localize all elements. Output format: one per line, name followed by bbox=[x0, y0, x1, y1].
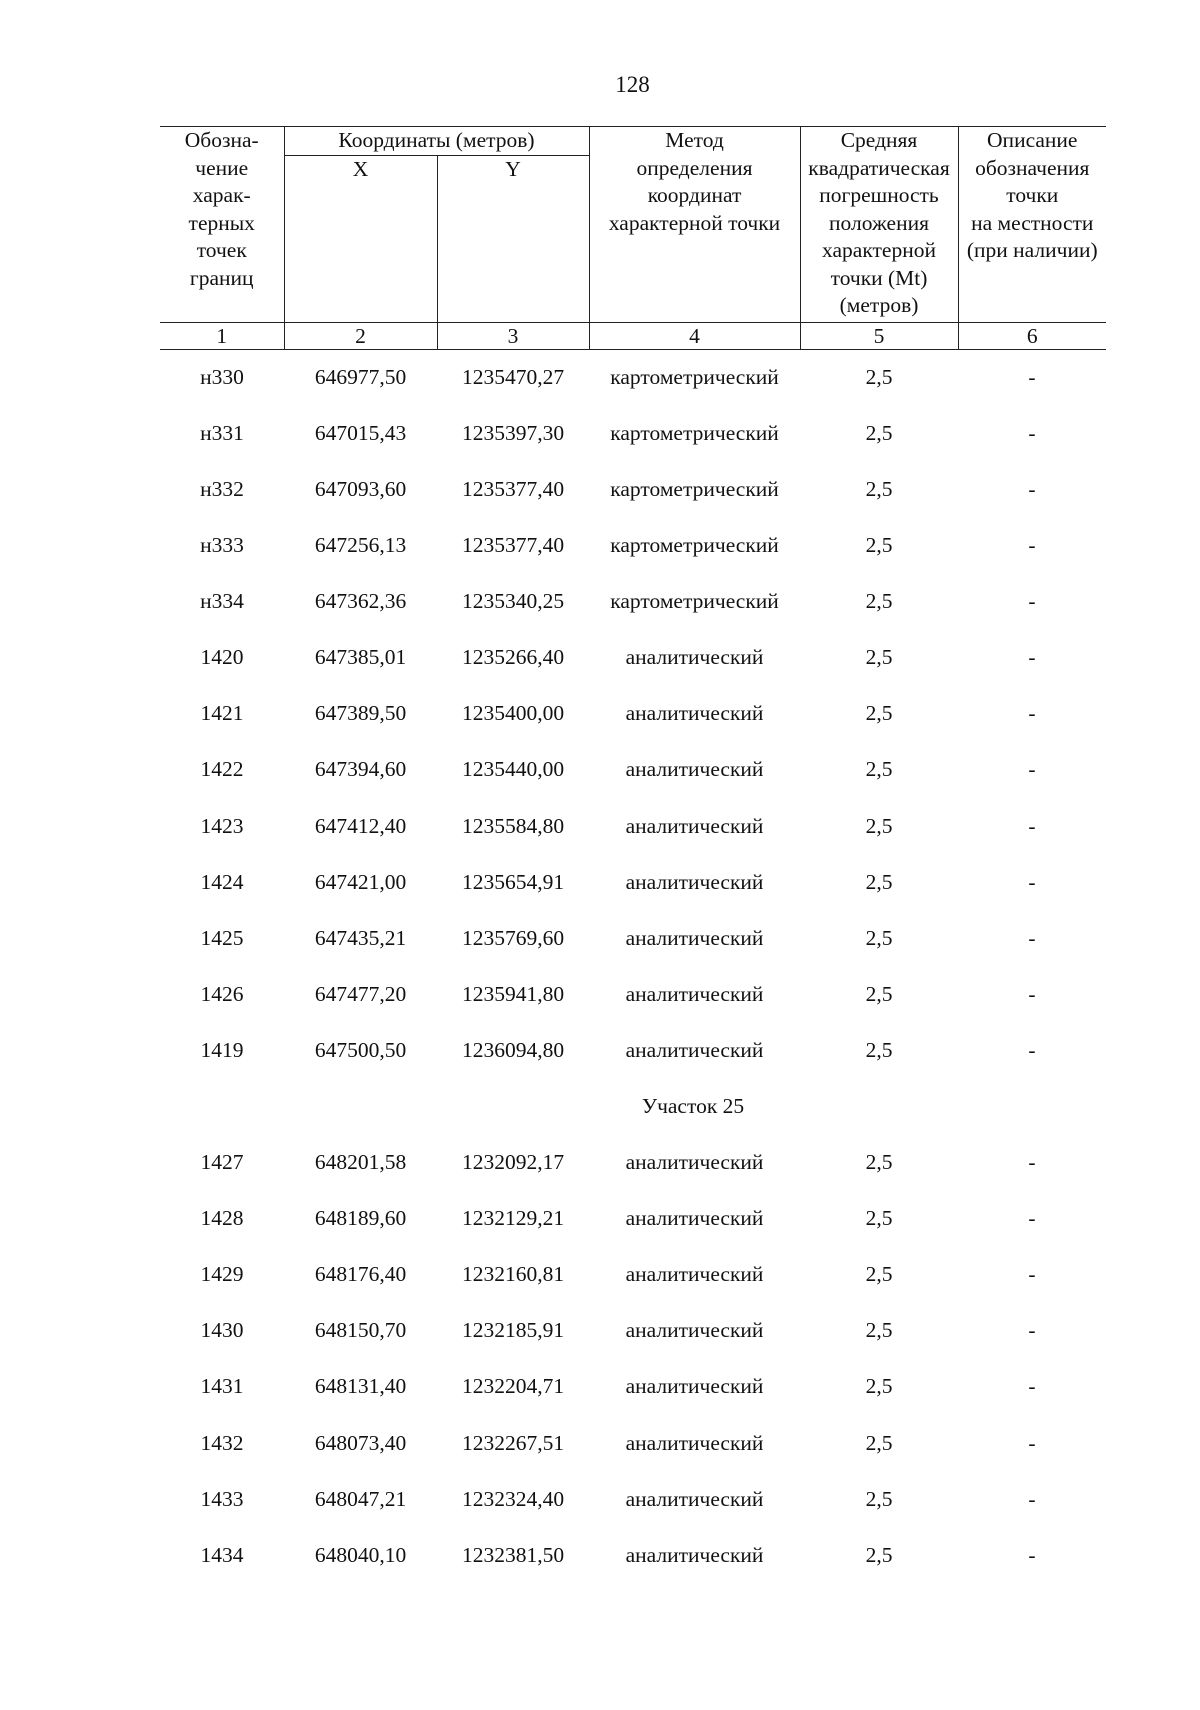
cell-error: 2,5 bbox=[865, 981, 893, 1006]
cell-error: 2,5 bbox=[865, 757, 893, 782]
cell-y: 1235340,25 bbox=[461, 589, 565, 614]
cell-method: картометрический bbox=[610, 476, 779, 501]
cell-point-id: 1430 bbox=[200, 1318, 244, 1343]
cell-x: 647389,50 bbox=[314, 701, 407, 726]
cell-y: 1235584,80 bbox=[461, 813, 565, 838]
cell-point-id: н331 bbox=[200, 420, 244, 445]
cell-point-id: 1419 bbox=[200, 1037, 244, 1062]
header-method-text: Метод определения координат характерной точки bbox=[608, 128, 781, 235]
cell-x: 646977,50 bbox=[314, 364, 407, 389]
cell-y: 1235377,40 bbox=[461, 476, 565, 501]
header-x: X bbox=[284, 155, 437, 322]
cell-point-id: 1429 bbox=[200, 1262, 244, 1287]
table-row bbox=[160, 1135, 1106, 1191]
table-header bbox=[160, 127, 1106, 350]
table-row bbox=[160, 406, 1106, 462]
cell-error: 2,5 bbox=[865, 589, 893, 614]
cell-point-id: н334 bbox=[200, 589, 244, 614]
table-row bbox=[160, 686, 1106, 742]
cell-description: - bbox=[1028, 589, 1036, 614]
cell-error: 2,5 bbox=[865, 1037, 893, 1062]
cell-y: 1235397,30 bbox=[461, 420, 565, 445]
column-number: 2 bbox=[284, 322, 437, 349]
cell-description: - bbox=[1028, 1150, 1036, 1175]
table-row bbox=[160, 1023, 1106, 1079]
cell-y: 1235377,40 bbox=[461, 533, 565, 558]
cell-error: 2,5 bbox=[865, 869, 893, 894]
cell-method: аналитический bbox=[625, 1430, 764, 1455]
cell-x: 647093,60 bbox=[314, 476, 407, 501]
cell-point-id: н333 bbox=[200, 533, 244, 558]
cell-y: 1232267,51 bbox=[461, 1430, 565, 1455]
table-row bbox=[160, 349, 1106, 406]
cell-description: - bbox=[1028, 476, 1036, 501]
cell-x: 647435,21 bbox=[314, 925, 407, 950]
cell-method: картометрический bbox=[610, 420, 779, 445]
cell-x: 647385,01 bbox=[314, 645, 407, 670]
cell-y: 1232129,21 bbox=[461, 1206, 565, 1231]
cell-description: - bbox=[1028, 813, 1036, 838]
cell-point-id: 1433 bbox=[200, 1486, 244, 1511]
header-point-designation bbox=[160, 127, 284, 323]
cell-method: аналитический bbox=[625, 813, 764, 838]
section-row bbox=[160, 1079, 1106, 1135]
cell-x: 648131,40 bbox=[314, 1374, 407, 1399]
cell-description: - bbox=[1028, 364, 1036, 389]
cell-point-id: 1425 bbox=[200, 925, 244, 950]
header-error-text: Средняя квадратическая погрешность положения характерной точки (Mt) (метров) bbox=[808, 128, 950, 317]
table-row bbox=[160, 910, 1106, 966]
table-row bbox=[160, 1247, 1106, 1303]
cell-x: 648201,58 bbox=[314, 1150, 407, 1175]
cell-point-id: 1420 bbox=[200, 645, 244, 670]
cell-description: - bbox=[1028, 1318, 1036, 1343]
cell-error: 2,5 bbox=[865, 645, 893, 670]
table-row bbox=[160, 1471, 1106, 1527]
cell-x: 647015,43 bbox=[314, 420, 407, 445]
header-mean-square-error bbox=[800, 127, 958, 323]
cell-method: аналитический bbox=[625, 1037, 764, 1062]
cell-x: 647500,50 bbox=[314, 1037, 407, 1062]
section-title: Участок 25 bbox=[641, 1094, 745, 1119]
cell-description: - bbox=[1028, 1374, 1036, 1399]
table-row bbox=[160, 574, 1106, 630]
cell-x: 647412,40 bbox=[314, 813, 407, 838]
cell-method: картометрический bbox=[610, 589, 779, 614]
cell-method: аналитический bbox=[625, 1150, 764, 1175]
cell-description: - bbox=[1028, 645, 1036, 670]
cell-y: 1236094,80 bbox=[461, 1037, 565, 1062]
cell-point-id: н330 bbox=[200, 364, 244, 389]
cell-description: - bbox=[1028, 1262, 1036, 1287]
cell-description: - bbox=[1028, 420, 1036, 445]
header-description-text: Описание обозначения точки на местности (при наличии) bbox=[966, 128, 1098, 262]
cell-y: 1235769,60 bbox=[461, 925, 565, 950]
cell-method: аналитический bbox=[625, 869, 764, 894]
cell-error: 2,5 bbox=[865, 1486, 893, 1511]
table-row bbox=[160, 1359, 1106, 1415]
cell-method: картометрический bbox=[610, 364, 779, 389]
cell-point-id: 1428 bbox=[200, 1206, 244, 1231]
cell-y: 1235941,80 bbox=[461, 981, 565, 1006]
cell-method: картометрический bbox=[610, 533, 779, 558]
cell-x: 647256,13 bbox=[314, 533, 407, 558]
cell-error: 2,5 bbox=[865, 1150, 893, 1175]
cell-y: 1232092,17 bbox=[461, 1150, 565, 1175]
cell-point-id: 1434 bbox=[200, 1542, 244, 1567]
cell-description: - bbox=[1028, 1206, 1036, 1231]
cell-description: - bbox=[1028, 1037, 1036, 1062]
cell-method: аналитический bbox=[625, 1262, 764, 1287]
cell-y: 1232381,50 bbox=[461, 1542, 565, 1567]
table-row bbox=[160, 518, 1106, 574]
column-number: 5 bbox=[800, 322, 958, 349]
cell-error: 2,5 bbox=[865, 476, 893, 501]
cell-error: 2,5 bbox=[865, 1374, 893, 1399]
cell-y: 1232160,81 bbox=[461, 1262, 565, 1287]
coordinates-table bbox=[160, 126, 1106, 1584]
table-row bbox=[160, 854, 1106, 910]
header-coordinates-group: Координаты (метров) bbox=[284, 127, 589, 156]
cell-error: 2,5 bbox=[865, 1262, 893, 1287]
cell-error: 2,5 bbox=[865, 1542, 893, 1567]
table-body bbox=[160, 349, 1106, 1584]
cell-point-id: 1427 bbox=[200, 1150, 244, 1175]
header-method bbox=[589, 127, 800, 323]
column-number: 6 bbox=[958, 322, 1106, 349]
cell-error: 2,5 bbox=[865, 420, 893, 445]
cell-x: 648150,70 bbox=[314, 1318, 407, 1343]
table-row bbox=[160, 742, 1106, 798]
cell-method: аналитический bbox=[625, 645, 764, 670]
cell-x: 647394,60 bbox=[314, 757, 407, 782]
cell-point-id: 1423 bbox=[200, 813, 244, 838]
page-number: 128 bbox=[615, 72, 650, 97]
cell-point-id: 1424 bbox=[200, 869, 244, 894]
cell-description: - bbox=[1028, 1430, 1036, 1455]
table-row bbox=[160, 798, 1106, 854]
cell-method: аналитический bbox=[625, 757, 764, 782]
cell-y: 1235400,00 bbox=[461, 701, 565, 726]
cell-y: 1232324,40 bbox=[461, 1486, 565, 1511]
cell-x: 648176,40 bbox=[314, 1262, 407, 1287]
cell-x: 648040,10 bbox=[314, 1542, 407, 1567]
cell-x: 648189,60 bbox=[314, 1206, 407, 1231]
cell-y: 1235470,27 bbox=[461, 364, 565, 389]
cell-description: - bbox=[1028, 701, 1036, 726]
cell-x: 647421,00 bbox=[314, 869, 407, 894]
table-row bbox=[160, 462, 1106, 518]
cell-method: аналитический bbox=[625, 1542, 764, 1567]
header-description bbox=[958, 127, 1106, 323]
cell-x: 648047,21 bbox=[314, 1486, 407, 1511]
table-row bbox=[160, 630, 1106, 686]
table-row bbox=[160, 1303, 1106, 1359]
cell-error: 2,5 bbox=[865, 925, 893, 950]
cell-point-id: н332 bbox=[200, 476, 244, 501]
header-point-designation-text: Обозна- чение харак- терных точек границ bbox=[184, 128, 259, 290]
cell-error: 2,5 bbox=[865, 1318, 893, 1343]
cell-point-id: 1421 bbox=[200, 701, 244, 726]
cell-error: 2,5 bbox=[865, 701, 893, 726]
cell-description: - bbox=[1028, 869, 1036, 894]
cell-method: аналитический bbox=[625, 1374, 764, 1399]
cell-method: аналитический bbox=[625, 1486, 764, 1511]
header-y: Y bbox=[437, 155, 589, 322]
cell-x: 648073,40 bbox=[314, 1430, 407, 1455]
cell-method: аналитический bbox=[625, 1206, 764, 1231]
table-row bbox=[160, 1191, 1106, 1247]
cell-method: аналитический bbox=[625, 925, 764, 950]
table-row bbox=[160, 1415, 1106, 1471]
cell-method: аналитический bbox=[625, 981, 764, 1006]
cell-point-id: 1426 bbox=[200, 981, 244, 1006]
cell-point-id: 1431 bbox=[200, 1374, 244, 1399]
cell-x: 647362,36 bbox=[314, 589, 407, 614]
column-number: 1 bbox=[160, 322, 284, 349]
cell-y: 1232204,71 bbox=[461, 1374, 565, 1399]
column-number: 3 bbox=[437, 322, 589, 349]
cell-method: аналитический bbox=[625, 1318, 764, 1343]
cell-y: 1235440,00 bbox=[461, 757, 565, 782]
table-row bbox=[160, 967, 1106, 1023]
cell-description: - bbox=[1028, 1542, 1036, 1567]
cell-error: 2,5 bbox=[865, 813, 893, 838]
cell-y: 1232185,91 bbox=[461, 1318, 565, 1343]
cell-error: 2,5 bbox=[865, 1206, 893, 1231]
cell-point-id: 1422 bbox=[200, 757, 244, 782]
column-number: 4 bbox=[589, 322, 800, 349]
cell-point-id: 1432 bbox=[200, 1430, 244, 1455]
cell-y: 1235266,40 bbox=[461, 645, 565, 670]
cell-x: 647477,20 bbox=[314, 981, 407, 1006]
table-row bbox=[160, 1527, 1106, 1583]
column-number-row bbox=[160, 322, 1106, 349]
cell-error: 2,5 bbox=[865, 364, 893, 389]
cell-description: - bbox=[1028, 925, 1036, 950]
cell-description: - bbox=[1028, 1486, 1036, 1511]
cell-description: - bbox=[1028, 981, 1036, 1006]
cell-description: - bbox=[1028, 533, 1036, 558]
cell-description: - bbox=[1028, 757, 1036, 782]
cell-method: аналитический bbox=[625, 701, 764, 726]
cell-y: 1235654,91 bbox=[461, 869, 565, 894]
cell-error: 2,5 bbox=[865, 1430, 893, 1455]
cell-error: 2,5 bbox=[865, 533, 893, 558]
